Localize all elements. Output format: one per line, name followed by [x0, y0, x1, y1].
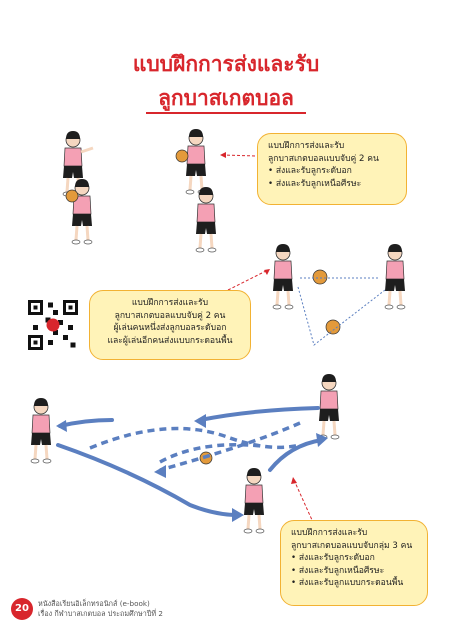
- pointer-line: [294, 480, 312, 520]
- box-bullet: • ส่งและรับลูกเหนือศีรษะ: [291, 565, 417, 578]
- box-bullet: • ส่งและรับลูกระดับอก: [291, 552, 417, 565]
- pass-path: [298, 287, 385, 345]
- page-title-line1: แบบฝึกการส่งและรับ: [132, 52, 320, 76]
- page-number: 20: [11, 598, 33, 620]
- box-heading: แบบฝึกการส่งและรับ: [291, 528, 368, 538]
- box-text: ผู้เล่นคนหนึ่งส่งลูกบอลระดับอก: [113, 323, 227, 333]
- pass-arrow: [270, 440, 322, 470]
- ball: [326, 320, 340, 334]
- info-box-pair-drill: [257, 133, 407, 205]
- pointer-line: [222, 155, 257, 156]
- box-bullet: • ส่งและรับลูกแบบกระดอนพื้น: [291, 577, 417, 590]
- kid-figure: [319, 374, 339, 439]
- info-box-bounce-drill: [89, 290, 251, 360]
- kid-figure: [244, 468, 264, 533]
- kid-figure: [273, 244, 293, 309]
- box-bullet: • ส่งและรับลูกระดับอก: [268, 165, 396, 178]
- box-heading: แบบฝึกการส่งและรับ: [131, 298, 209, 308]
- pass-arrow: [60, 420, 112, 426]
- footer-caption: [38, 599, 163, 618]
- box-subheading: ลูกบาสเกตบอลแบบจับคู่ 2 คน: [114, 310, 226, 321]
- qr-code[interactable]: [28, 300, 78, 350]
- pass-arrow-dashed: [90, 429, 300, 448]
- box-heading: แบบฝึกการส่งและรับ: [268, 141, 345, 151]
- page-title-line2: ลูกบาสเกตบอล: [158, 86, 294, 110]
- box-text: และผู้เล่นอีกคนส่งแบบกระดอนพื้น: [107, 335, 233, 346]
- pass-arrow: [200, 408, 318, 420]
- kid-figure: [385, 244, 405, 309]
- info-box-group-drill: [280, 520, 428, 606]
- kid-figure: [72, 179, 92, 244]
- kid-figure: [186, 129, 206, 194]
- kid-figure: [31, 398, 51, 463]
- footer-line: หนังสือเรียนอิเล็กทรอนิกส์ (e-book): [38, 599, 150, 608]
- ball: [66, 190, 78, 202]
- box-subheading: ลูกบาสเกตบอลแบบจับคู่ 2 คน: [268, 153, 379, 164]
- ball: [176, 150, 188, 162]
- box-subheading: ลูกบาสเกตบอลแบบจับกลุ่ม 3 คน: [291, 540, 413, 551]
- ball: [313, 270, 327, 284]
- kid-figure: [196, 187, 216, 252]
- pointer-line: [228, 270, 268, 290]
- box-bullet: • ส่งและรับลูกเหนือศีรษะ: [268, 178, 396, 191]
- footer-line: เรื่อง กีฬาบาสเกตบอล ประถมศึกษาปีที่ 2: [38, 608, 163, 618]
